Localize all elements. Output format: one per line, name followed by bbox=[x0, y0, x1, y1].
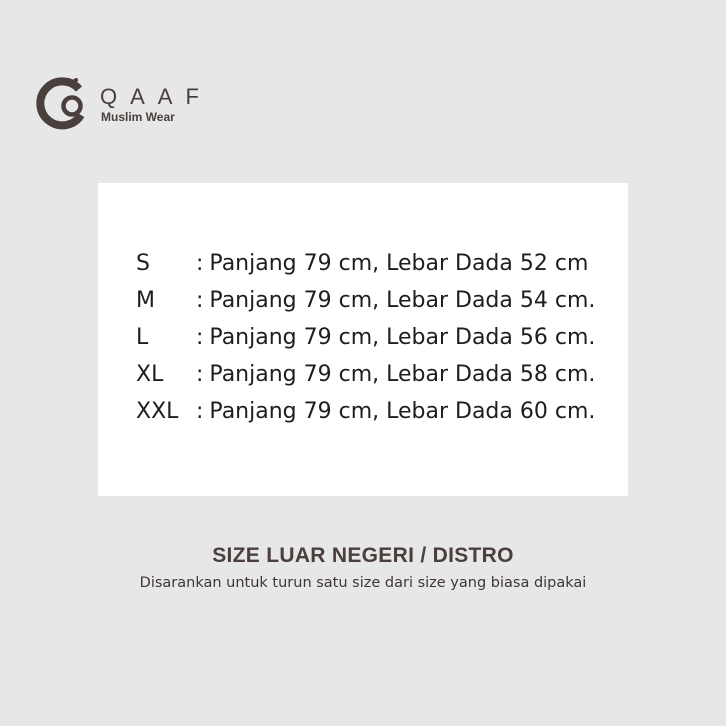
brand-name: QAAF bbox=[100, 84, 212, 109]
size-code: L bbox=[136, 325, 149, 350]
size-chart-card bbox=[98, 183, 628, 496]
size-separator: : bbox=[196, 325, 204, 350]
footer-subtitle: Disarankan untuk turun satu size dari size yang biasa dipakai bbox=[139, 575, 587, 591]
brand-logo bbox=[36, 76, 212, 130]
size-separator: : bbox=[196, 251, 204, 276]
size-code: XL bbox=[136, 362, 164, 387]
size-row bbox=[136, 282, 595, 319]
brand-tagline: Muslim Wear bbox=[101, 110, 175, 124]
size-separator: : bbox=[196, 288, 204, 313]
size-detail: Panjang 79 cm, Lebar Dada 60 cm. bbox=[209, 399, 596, 424]
size-separator: : bbox=[196, 362, 204, 387]
size-row bbox=[136, 319, 595, 356]
footer-title: SIZE LUAR NEGERI / DISTRO bbox=[212, 544, 514, 567]
size-detail: Panjang 79 cm, Lebar Dada 54 cm. bbox=[209, 288, 596, 313]
size-code: M bbox=[136, 288, 155, 313]
size-row bbox=[136, 356, 595, 393]
qaaf-logo-icon bbox=[36, 76, 90, 130]
size-row bbox=[136, 393, 595, 430]
size-detail: Panjang 79 cm, Lebar Dada 58 cm. bbox=[209, 362, 596, 387]
size-list bbox=[136, 245, 595, 430]
size-separator: : bbox=[196, 399, 204, 424]
size-code: S bbox=[136, 251, 150, 276]
size-detail: Panjang 79 cm, Lebar Dada 52 cm bbox=[209, 251, 589, 276]
size-row bbox=[136, 245, 595, 282]
size-detail: Panjang 79 cm, Lebar Dada 56 cm. bbox=[209, 325, 596, 350]
size-code: XXL bbox=[136, 399, 179, 424]
